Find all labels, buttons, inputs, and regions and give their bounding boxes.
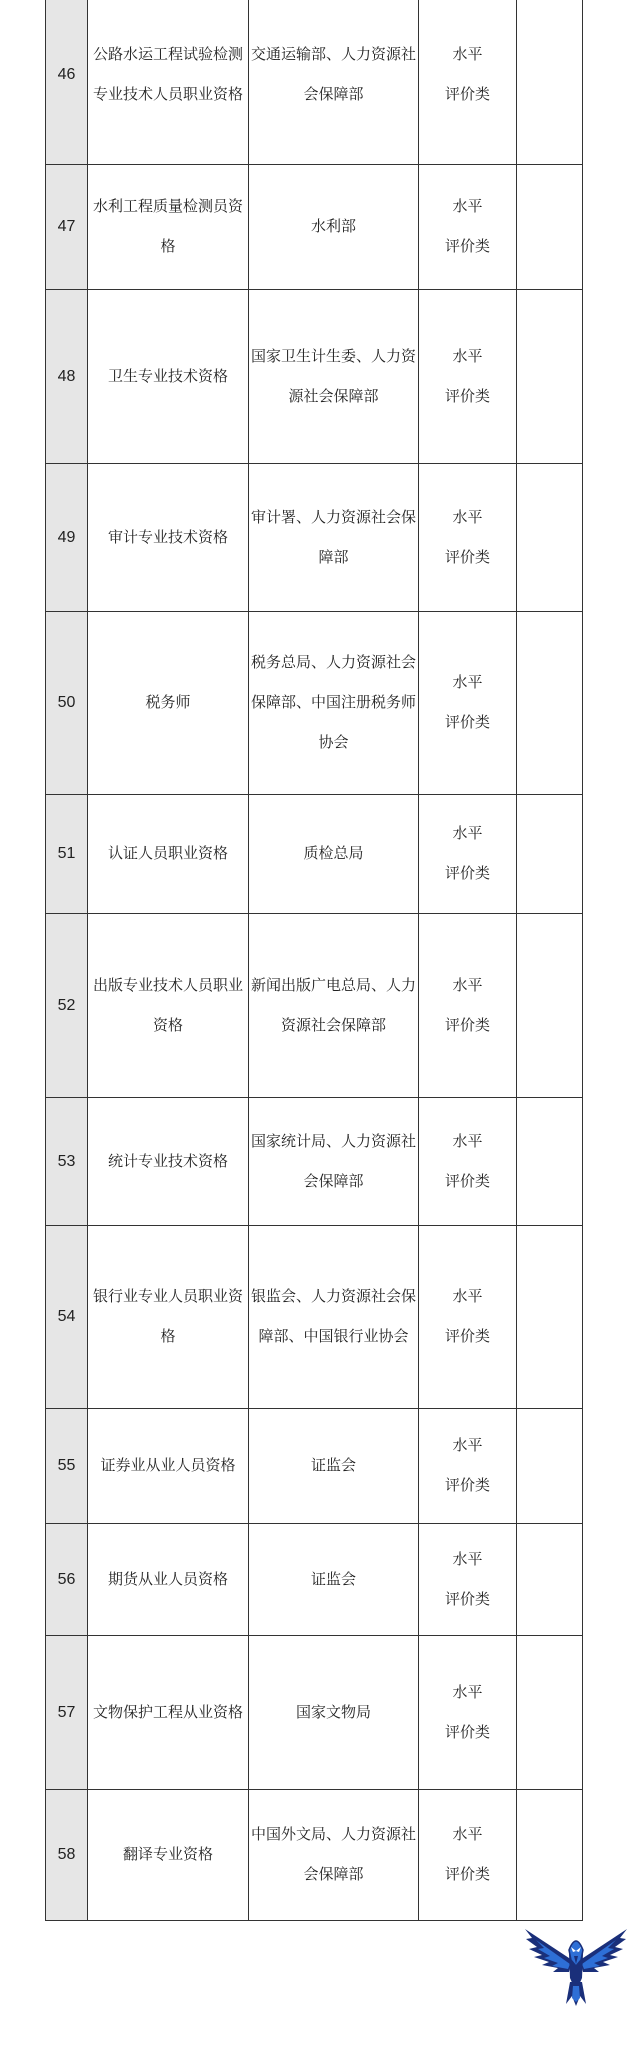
issuing-department: 国家文物局 [249, 1636, 419, 1790]
table-row [46, 612, 583, 795]
qualification-name: 文物保护工程从业资格 [88, 1636, 249, 1790]
row-number: 56 [46, 1524, 88, 1636]
table-row [46, 0, 583, 165]
row-number: 50 [46, 612, 88, 795]
qualification-name: 认证人员职业资格 [88, 795, 249, 914]
remarks-cell [517, 1409, 583, 1524]
qualification-name: 水利工程质量检测员资格 [88, 165, 249, 290]
remarks-cell [517, 1098, 583, 1226]
qualification-table [45, 0, 583, 1921]
evaluation-type: 水平 评价类 [419, 1524, 517, 1636]
evaluation-type: 水平 评价类 [419, 290, 517, 464]
table-row [46, 1409, 583, 1524]
qualification-name: 卫生专业技术资格 [88, 290, 249, 464]
issuing-department: 国家卫生计生委、人力资源社会保障部 [249, 290, 419, 464]
row-number: 53 [46, 1098, 88, 1226]
qualification-name: 证券业从业人员资格 [88, 1409, 249, 1524]
table-row [46, 1098, 583, 1226]
remarks-cell [517, 464, 583, 612]
row-number: 52 [46, 914, 88, 1098]
evaluation-type: 水平 评价类 [419, 914, 517, 1098]
table-row [46, 165, 583, 290]
remarks-cell [517, 0, 583, 165]
remarks-cell [517, 290, 583, 464]
issuing-department: 交通运输部、人力资源社会保障部 [249, 0, 419, 165]
issuing-department: 银监会、人力资源社会保障部、中国银行业协会 [249, 1226, 419, 1409]
remarks-cell [517, 612, 583, 795]
issuing-department: 水利部 [249, 165, 419, 290]
issuing-department: 证监会 [249, 1409, 419, 1524]
row-number: 49 [46, 464, 88, 612]
evaluation-type: 水平 评价类 [419, 464, 517, 612]
qualification-name: 公路水运工程试验检测专业技术人员职业资格 [88, 0, 249, 165]
qualification-name: 翻译专业资格 [88, 1790, 249, 1921]
qualification-name: 统计专业技术资格 [88, 1098, 249, 1226]
row-number: 55 [46, 1409, 88, 1524]
row-number: 54 [46, 1226, 88, 1409]
eagle-icon [522, 1926, 630, 2007]
table-row [46, 914, 583, 1098]
issuing-department: 国家统计局、人力资源社会保障部 [249, 1098, 419, 1226]
qualification-name: 银行业专业人员职业资格 [88, 1226, 249, 1409]
eagle-tail-highlight [572, 1986, 580, 2002]
table-row [46, 1226, 583, 1409]
issuing-department: 审计署、人力资源社会保障部 [249, 464, 419, 612]
remarks-cell [517, 1636, 583, 1790]
table-row [46, 290, 583, 464]
qualification-name: 税务师 [88, 612, 249, 795]
evaluation-type: 水平 评价类 [419, 1409, 517, 1524]
issuing-department: 中国外文局、人力资源社会保障部 [249, 1790, 419, 1921]
remarks-cell [517, 1524, 583, 1636]
table-row [46, 1790, 583, 1921]
row-number: 47 [46, 165, 88, 290]
row-number: 48 [46, 290, 88, 464]
table-row [46, 464, 583, 612]
issuing-department: 质检总局 [249, 795, 419, 914]
evaluation-type: 水平 评价类 [419, 795, 517, 914]
evaluation-type: 水平 评价类 [419, 1636, 517, 1790]
evaluation-type: 水平 评价类 [419, 165, 517, 290]
qualification-name: 出版专业技术人员职业资格 [88, 914, 249, 1098]
remarks-cell [517, 1226, 583, 1409]
evaluation-type: 水平 评价类 [419, 1790, 517, 1921]
evaluation-type: 水平 评价类 [419, 1098, 517, 1226]
table-row [46, 1636, 583, 1790]
evaluation-type: 水平 评价类 [419, 1226, 517, 1409]
row-number: 57 [46, 1636, 88, 1790]
remarks-cell [517, 914, 583, 1098]
evaluation-type: 水平 评价类 [419, 0, 517, 165]
row-number: 58 [46, 1790, 88, 1921]
issuing-department: 税务总局、人力资源社会保障部、中国注册税务师协会 [249, 612, 419, 795]
remarks-cell [517, 795, 583, 914]
qualification-name: 审计专业技术资格 [88, 464, 249, 612]
row-number: 51 [46, 795, 88, 914]
evaluation-type: 水平 评价类 [419, 612, 517, 795]
table-row [46, 795, 583, 914]
issuing-department: 证监会 [249, 1524, 419, 1636]
remarks-cell [517, 165, 583, 290]
row-number: 46 [46, 0, 88, 165]
table-row [46, 1524, 583, 1636]
remarks-cell [517, 1790, 583, 1921]
issuing-department: 新闻出版广电总局、人力资源社会保障部 [249, 914, 419, 1098]
qualification-name: 期货从业人员资格 [88, 1524, 249, 1636]
